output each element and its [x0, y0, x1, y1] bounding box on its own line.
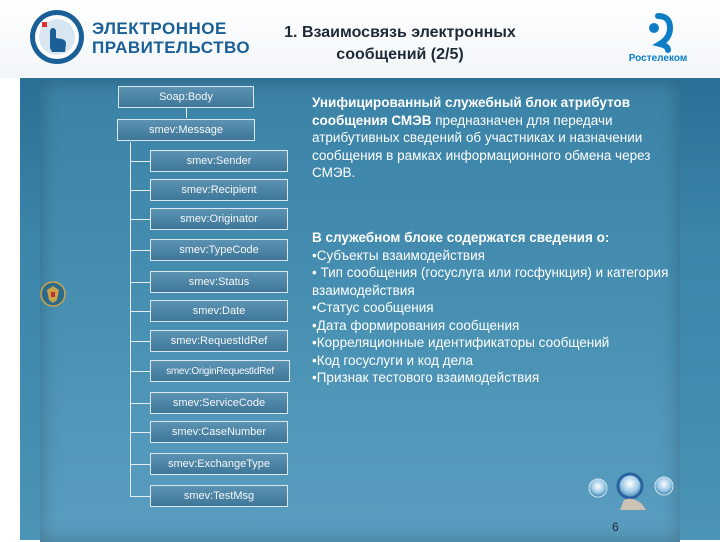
decorative-dots-icon	[580, 470, 720, 510]
tree-node-type-code: smev:TypeCode	[150, 239, 288, 261]
rostelecom-logo	[618, 10, 698, 70]
intro-paragraph	[312, 94, 672, 182]
list-item: •Статус сообщения	[312, 300, 434, 315]
intro-rest: предназначен для передачи атрибутивных сведений об участниках и назначении сообщения в рамках информационного обмена через СМЭВ.	[312, 112, 651, 180]
tree-hline-6	[130, 311, 150, 312]
tree-node-case-number: smev:CaseNumber	[150, 421, 288, 443]
tree-node-sender: smev:Sender	[150, 150, 288, 172]
tree-hline-1	[130, 161, 150, 162]
list-item: •Корреляционные идентификаторы сообщений	[312, 335, 610, 350]
tree-node-request-id-ref: smev:RequestIdRef	[150, 330, 288, 352]
tree-line-root	[186, 108, 187, 118]
tree-hline-9	[130, 403, 150, 404]
logo-line-2: ПРАВИТЕЛЬСТВО	[92, 38, 251, 57]
tree-hline-12	[130, 496, 150, 497]
e-government-logo	[28, 8, 253, 66]
list-item: •Дата формирования сообщения	[312, 317, 520, 333]
logo-line-1: ЭЛЕКТРОННОЕ	[92, 19, 227, 38]
title-line-1: 1. Взаимосвязь электронных	[284, 24, 516, 41]
tree-hline-5	[130, 282, 150, 283]
tree-hline-11	[130, 464, 150, 465]
title-line-2: сообщений (2/5)	[336, 46, 464, 63]
contents-list-block	[312, 229, 672, 387]
tree-hline-10	[130, 432, 150, 433]
list-item: •Код госуслуги и код дела	[312, 352, 474, 368]
intro-bold: Унифицированный служебный блок атрибутов сообщения СМЭВ	[312, 95, 631, 128]
tree-hline-4	[130, 250, 150, 251]
tree-hline-8	[130, 371, 150, 372]
rostelecom-name: Ростелеком	[628, 53, 688, 64]
tree-node-exchange-type: smev:ExchangeType	[150, 453, 288, 475]
tree-node-recipient: smev:Recipient	[150, 179, 288, 201]
tree-node-service-code: smev:ServiceCode	[150, 392, 288, 414]
tree-node-message: smev:Message	[117, 119, 255, 141]
rostelecom-mark-icon	[618, 10, 698, 55]
list-item: •Субъекты взаимодействия	[312, 247, 485, 263]
tree-hline-7	[130, 341, 150, 342]
page-number: 6	[612, 520, 619, 534]
list-item: • Тип сообщения (госуслуга или госфункция) и категория взаимодействия	[312, 265, 669, 298]
list-item: •Признак тестового взаимодействия	[312, 370, 540, 385]
hand-pointer-icon	[28, 8, 86, 66]
slide-header	[0, 0, 720, 78]
tree-hline-2	[130, 190, 150, 191]
tree-hline-3	[130, 219, 150, 220]
tree-node-test-msg: smev:TestMsg	[150, 485, 288, 507]
contents-list-lead: В служебном блоке содержатся сведения о:	[312, 230, 610, 245]
slide-title	[250, 22, 550, 66]
tree-node-origin-request-id-ref: smev:OriginRequestIdRef	[150, 360, 290, 382]
tree-node-date: smev:Date	[150, 300, 288, 322]
tree-node-soap-body: Soap:Body	[118, 86, 254, 108]
coat-of-arms-icon	[40, 280, 66, 308]
tree-line-main	[130, 142, 131, 497]
contents-list	[312, 247, 672, 387]
tree-node-status: smev:Status	[150, 271, 288, 293]
tree-node-originator: smev:Originator	[150, 208, 288, 230]
